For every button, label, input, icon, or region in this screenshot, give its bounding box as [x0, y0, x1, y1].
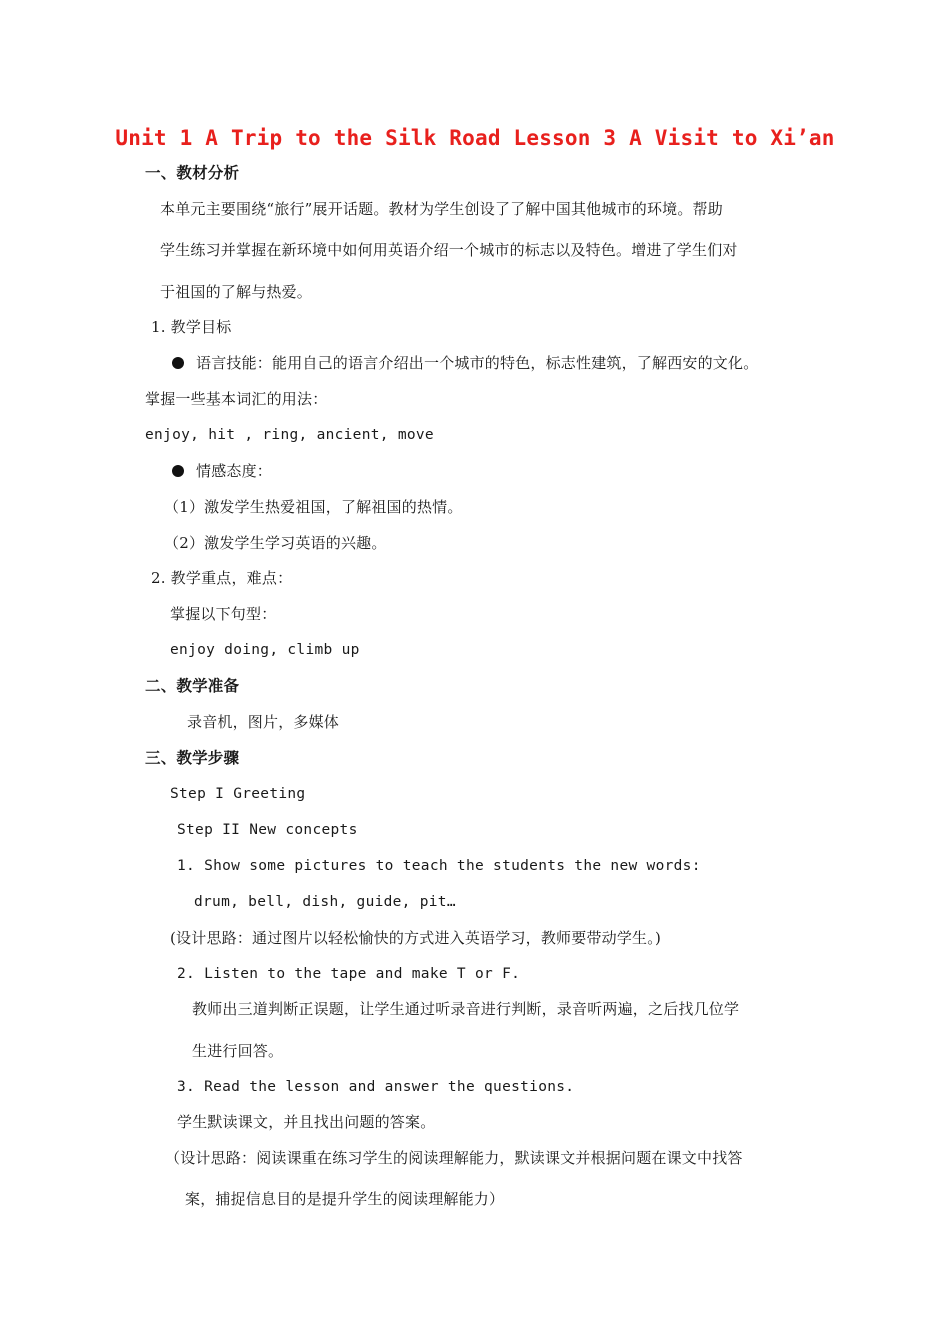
design-note-2-line-2: 案，捕捉信息目的是提升学生的阅读理解能力） — [185, 1190, 505, 1208]
teaching-goals-heading: 1. 教学目标 — [151, 318, 232, 336]
attitude-item-2: （2）激发学生学习英语的兴趣。 — [164, 534, 387, 552]
analysis-paragraph-line-2: 学生练习并掌握在新环境中如何用英语介绍一个城市的标志以及特色。增进了学生们对 — [160, 241, 738, 259]
bullet-icon — [172, 357, 184, 369]
section-heading-steps: 三、教学步骤 — [145, 749, 240, 767]
step-2: Step II New concepts — [177, 822, 358, 838]
analysis-paragraph-line-3: 于祖国的了解与热爱。 — [160, 283, 313, 301]
document-title: Unit 1 A Trip to the Silk Road Lesson 3 A Visit to Xi’an — [115, 126, 835, 150]
preparation-text: 录音机，图片，多媒体 — [187, 713, 340, 731]
bullet-language-skills-text: 语言技能：能用自己的语言介绍出一个城市的特色，标志性建筑，了解西安的文化。 — [196, 354, 759, 372]
bullet-attitude-text: 情感态度： — [196, 462, 273, 480]
section-heading-preparation: 二、教学准备 — [145, 677, 240, 695]
step-2-item-2: 2. Listen to the tape and make T or F. — [177, 966, 521, 982]
key-points-heading: 2. 教学重点，难点： — [151, 569, 293, 587]
attitude-item-1: （1）激发学生热爱祖国，了解祖国的热情。 — [164, 498, 463, 516]
bullet-icon — [172, 465, 184, 477]
analysis-paragraph-line-1: 本单元主要围绕“旅行”展开话题。教材为学生创设了了解中国其他城市的环境。帮助 — [160, 200, 723, 218]
design-note-1: (设计思路：通过图片以轻松愉快的方式进入英语学习，教师要带动学生。) — [170, 929, 662, 947]
design-note-2-line-1: （设计思路：阅读课重在练习学生的阅读理解能力，默读课文并根据问题在课文中找答 — [165, 1149, 743, 1167]
step-2-item-3: 3. Read the lesson and answer the questions. — [177, 1079, 575, 1095]
vocabulary-list: enjoy, hit , ring, ancient, move — [145, 427, 434, 443]
key-points-text: 掌握以下句型： — [170, 605, 277, 623]
step-1: Step I Greeting — [170, 786, 306, 802]
section-heading-analysis: 一、教材分析 — [145, 164, 240, 182]
listening-instructions-line-1: 教师出三道判断正误题，让学生通过听录音进行判断，录音听两遍，之后找几位学 — [192, 1000, 740, 1018]
key-sentence-patterns: enjoy doing, climb up — [170, 642, 360, 658]
bullet-attitude — [172, 461, 272, 481]
reading-instructions: 学生默读课文，并且找出问题的答案。 — [177, 1113, 436, 1131]
language-skills-continuation: 掌握一些基本词汇的用法： — [145, 390, 328, 408]
listening-instructions-line-2: 生进行回答。 — [192, 1042, 284, 1060]
bullet-language-skills — [172, 353, 758, 373]
new-words-list: drum, bell, dish, guide, pit… — [194, 894, 456, 910]
step-2-item-1: 1. Show some pictures to teach the students the new words: — [177, 858, 701, 874]
